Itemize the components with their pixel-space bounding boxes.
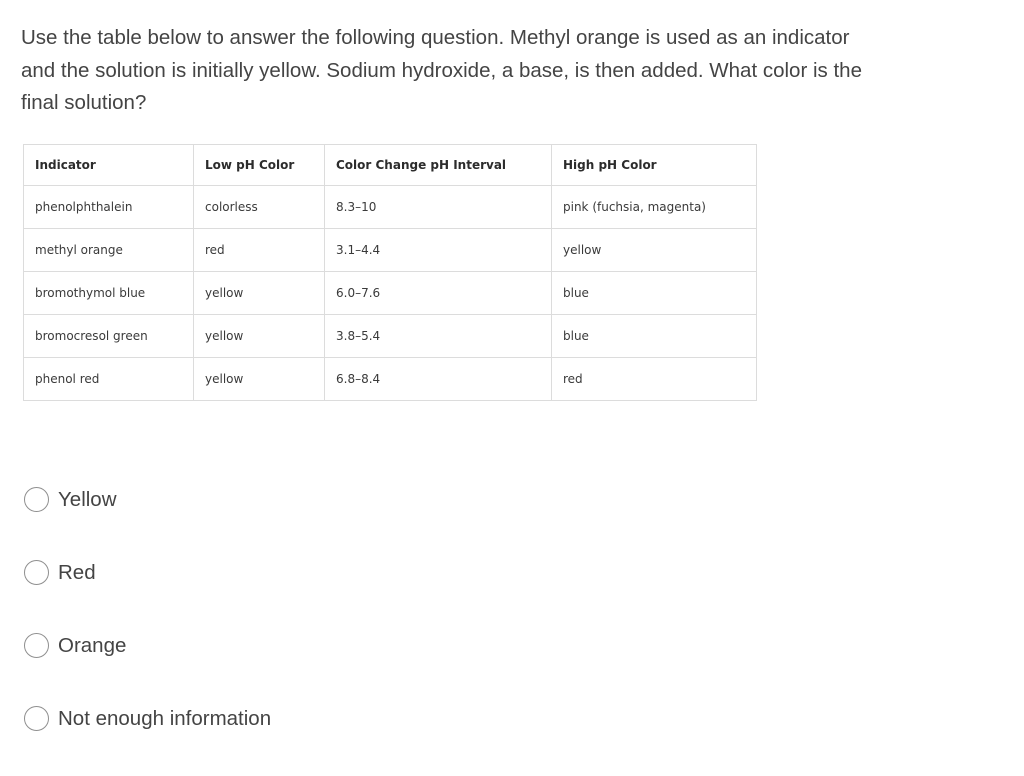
cell-low-ph-color: yellow <box>194 315 325 358</box>
cell-ph-interval: 3.1–4.4 <box>325 229 552 272</box>
table-row <box>24 315 757 358</box>
cell-ph-interval: 8.3–10 <box>325 186 552 229</box>
table-header-row <box>24 145 757 186</box>
radio-button[interactable] <box>24 487 49 512</box>
cell-high-ph-color: blue <box>552 315 757 358</box>
option-label[interactable]: Red <box>58 560 96 584</box>
cell-ph-interval: 6.0–7.6 <box>325 272 552 315</box>
header-color-change-interval: Color Change pH Interval <box>325 145 552 186</box>
option-label[interactable]: Not enough information <box>58 706 272 730</box>
answer-options <box>24 484 271 776</box>
table-row <box>24 186 757 229</box>
cell-indicator: phenol red <box>24 358 194 401</box>
header-high-ph-color: High pH Color <box>552 145 757 186</box>
table-row <box>24 358 757 401</box>
cell-low-ph-color: red <box>194 229 325 272</box>
cell-ph-interval: 6.8–8.4 <box>325 358 552 401</box>
option-red[interactable] <box>24 557 271 588</box>
cell-high-ph-color: yellow <box>552 229 757 272</box>
cell-low-ph-color: yellow <box>194 358 325 401</box>
cell-low-ph-color: yellow <box>194 272 325 315</box>
option-label[interactable]: Yellow <box>58 487 117 511</box>
header-indicator: Indicator <box>24 145 194 186</box>
option-label[interactable]: Orange <box>58 633 127 657</box>
indicator-table <box>23 144 757 401</box>
cell-high-ph-color: pink (fuchsia, magenta) <box>552 186 757 229</box>
cell-indicator: phenolphthalein <box>24 186 194 229</box>
option-orange[interactable] <box>24 630 271 661</box>
cell-indicator: bromothymol blue <box>24 272 194 315</box>
cell-ph-interval: 3.8–5.4 <box>325 315 552 358</box>
cell-indicator: methyl orange <box>24 229 194 272</box>
table-row <box>24 229 757 272</box>
cell-high-ph-color: red <box>552 358 757 401</box>
cell-low-ph-color: colorless <box>194 186 325 229</box>
radio-button[interactable] <box>24 633 49 658</box>
indicator-table-container <box>23 144 757 401</box>
option-not-enough-information[interactable] <box>24 703 271 734</box>
cell-indicator: bromocresol green <box>24 315 194 358</box>
radio-button[interactable] <box>24 560 49 585</box>
radio-button[interactable] <box>24 706 49 731</box>
table-row <box>24 272 757 315</box>
question-text: Use the table below to answer the following question. Methyl orange is used as an indicator and the solution is initially yellow. Sodium hydroxide, a base, is then added. What color is the final solution? <box>21 26 862 114</box>
cell-high-ph-color: blue <box>552 272 757 315</box>
option-yellow[interactable] <box>24 484 271 515</box>
header-low-ph-color: Low pH Color <box>194 145 325 186</box>
